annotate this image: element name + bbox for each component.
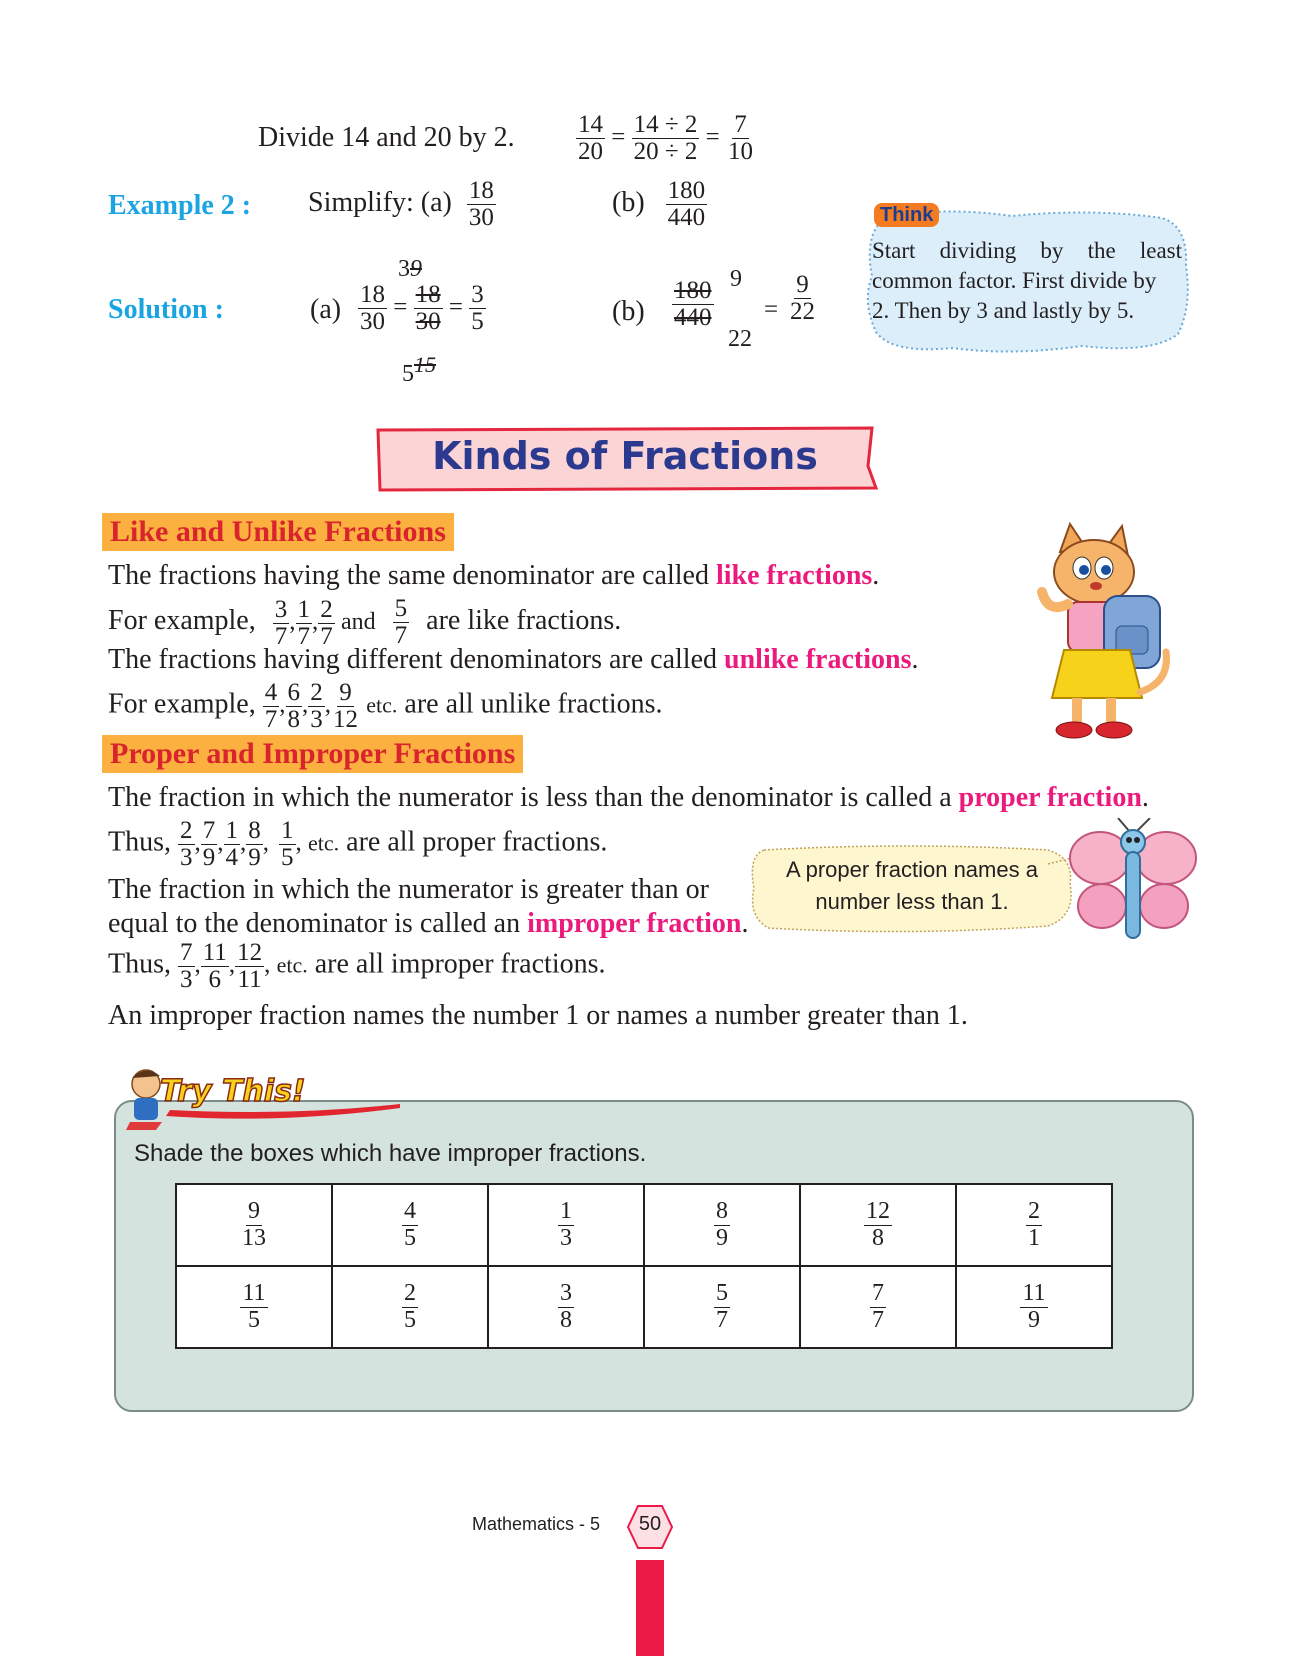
unlike-fraction-list: $\frac{4}{7}$ , $\frac{6}{8}$ , $\frac{2}{3}$ , $\frac{9}{12}$ (264, 679, 358, 734)
fraction: $\frac{5}{7}$ (394, 595, 408, 650)
section-heading-like-unlike: Like and Unlike Fractions (102, 513, 454, 551)
bubble-text: A proper fraction names a number less than 1. (786, 857, 1038, 914)
like-fraction-list: $\frac{3}{7}$ , $\frac{1}{7}$ , $\frac{2}{7}$ (274, 595, 333, 650)
fraction: $\frac{14}{20}$ (578, 111, 603, 166)
fraction: $\frac{180}{440}$ (667, 177, 706, 232)
cancel-quotient-bottom: 515 (402, 352, 436, 387)
fraction: $\frac{3}{5}$ (471, 281, 484, 336)
example-label: Example 2 : (108, 190, 252, 221)
cancel-quotient-bottom: 22 (728, 326, 752, 352)
fraction-cell[interactable]: $\frac{3}{8}$ (488, 1266, 644, 1348)
fraction-cell[interactable]: $\frac{8}{9}$ (644, 1184, 800, 1266)
simplify-equation: $\frac{14}{20}$ = $\frac{14 \div 2}{20 \div 2}$ = $\frac{7}{10}$ (578, 111, 753, 166)
solution-a-label: (a) (310, 294, 342, 325)
proper-definition: The fraction in which the numerator is less than the denominator is called a proper fraction. (108, 782, 1149, 813)
page-number: 50 (638, 1513, 662, 1535)
fraction-cell[interactable]: $\frac{11}{9}$ (956, 1266, 1112, 1348)
solution-b-result (788, 272, 817, 326)
example-prompt: Simplify: (a) $\frac{18}{30}$ (308, 177, 494, 232)
fraction: $\frac{18}{30}$ (468, 177, 494, 232)
think-text: Start dividing by the least common factor. First divide by 2. Then by 3 and lastly by 5. (872, 238, 1182, 323)
solution-a-equation: $\frac{18}{30}$ = $\frac{18}{30}$ = $\frac{3}{5}$ (360, 281, 484, 336)
improper-definition-line1: The fraction in which the numerator is greater than or (108, 874, 709, 905)
divide-instruction: Divide 14 and 20 by 2. (258, 122, 515, 153)
footer-book-title: Mathematics - 5 (472, 1514, 601, 1534)
example-part-b: (b) $\frac{180}{440}$ (612, 177, 706, 232)
solution-label: Solution : (108, 294, 224, 325)
fraction-cell[interactable]: $\frac{2}{1}$ (956, 1184, 1112, 1266)
fraction-cell[interactable]: $\frac{1}{3}$ (488, 1184, 644, 1266)
banner-title: Kinds of Fractions (432, 434, 818, 478)
cancel-quotient-top: 9 (730, 266, 742, 292)
fraction-cell[interactable]: $\frac{2}{5}$ (332, 1266, 488, 1348)
improper-example: Thus, $\frac{7}{3}$ , $\frac{11}{6}$ , $\frac{12}{11}$ , etc. are all improper fractions. (108, 939, 606, 994)
cat-with-backpack-illustration (1020, 522, 1180, 744)
fraction-cell[interactable]: $\frac{9}{13}$ (176, 1184, 332, 1266)
fraction-cell[interactable]: $\frac{11}{5}$ (176, 1266, 332, 1348)
think-tag: Think (874, 204, 939, 227)
fraction: $\frac{18}{30}$ (360, 281, 385, 336)
improper-note: An improper fraction names the number 1 or names a number greater than 1. (108, 1000, 968, 1031)
table-row (176, 1266, 1112, 1348)
equals-sign: = (764, 296, 779, 323)
footer-ribbon (636, 1560, 664, 1656)
table-row (176, 1184, 1112, 1266)
fraction-cell[interactable]: $\frac{5}{7}$ (644, 1266, 800, 1348)
fraction-shading-table (175, 1183, 1113, 1349)
speech-bubble (748, 844, 1076, 934)
section-banner (372, 426, 878, 492)
like-definition: The fractions having the same denominator are called like fractions. (108, 560, 880, 591)
fraction-cell[interactable]: $\frac{12}{8}$ (800, 1184, 956, 1266)
improper-fraction-list: $\frac{7}{3}$ , $\frac{11}{6}$ , $\frac{12}{11}$ , (180, 939, 277, 994)
improper-definition-line2: equal to the denominator is called an improper fraction. (108, 908, 749, 939)
solution-b-label: (b) (612, 296, 645, 327)
fraction-cell[interactable]: $\frac{7}{7}$ (800, 1266, 956, 1348)
fraction: $\frac{180}{440}$ (674, 277, 712, 332)
proper-fraction-list: $\frac{2}{3}$ , $\frac{7}{9}$ , $\frac{1}{4}$ , $\frac{8}{9}$ , $\frac{1}{5}$ , (180, 817, 308, 872)
fraction: $\frac{9}{22}$ (790, 271, 815, 326)
section-heading-proper-improper: Proper and Improper Fractions (102, 735, 523, 773)
proper-example: Thus, $\frac{2}{3}$ , $\frac{7}{9}$ , $\frac{1}{4}$ , $\frac{8}{9}$ , $\frac{1}{5}$ , etc. are all proper fractions. (108, 817, 608, 872)
page-number-badge (626, 1504, 674, 1550)
cancel-quotient-top: 39 (398, 256, 422, 282)
fraction-cell[interactable]: $\frac{4}{5}$ (332, 1184, 488, 1266)
solution-b-equation (672, 278, 714, 332)
like-example: For example, $\frac{3}{7}$ , $\frac{1}{7}$ , $\frac{2}{7}$ and $\frac{5}{7}$ are like fractions. (108, 595, 622, 650)
fraction: $\frac{14 \div 2}{20 \div 2}$ (633, 111, 698, 166)
try-this-instruction: Shade the boxes which have improper fractions. (134, 1140, 647, 1167)
butterfly-illustration (1068, 818, 1198, 948)
unlike-definition: The fractions having different denominators are called unlike fractions. (108, 644, 919, 675)
fraction: $\frac{7}{10}$ (727, 111, 753, 166)
think-cloud (862, 206, 1190, 356)
fraction: $\frac{18}{30}$ (415, 281, 441, 336)
unlike-example: For example, $\frac{4}{7}$ , $\frac{6}{8}$ , $\frac{2}{3}$ , $\frac{9}{12}$ etc. are all unlike fractions. (108, 679, 663, 734)
try-this-label: Try This! (160, 1074, 306, 1109)
